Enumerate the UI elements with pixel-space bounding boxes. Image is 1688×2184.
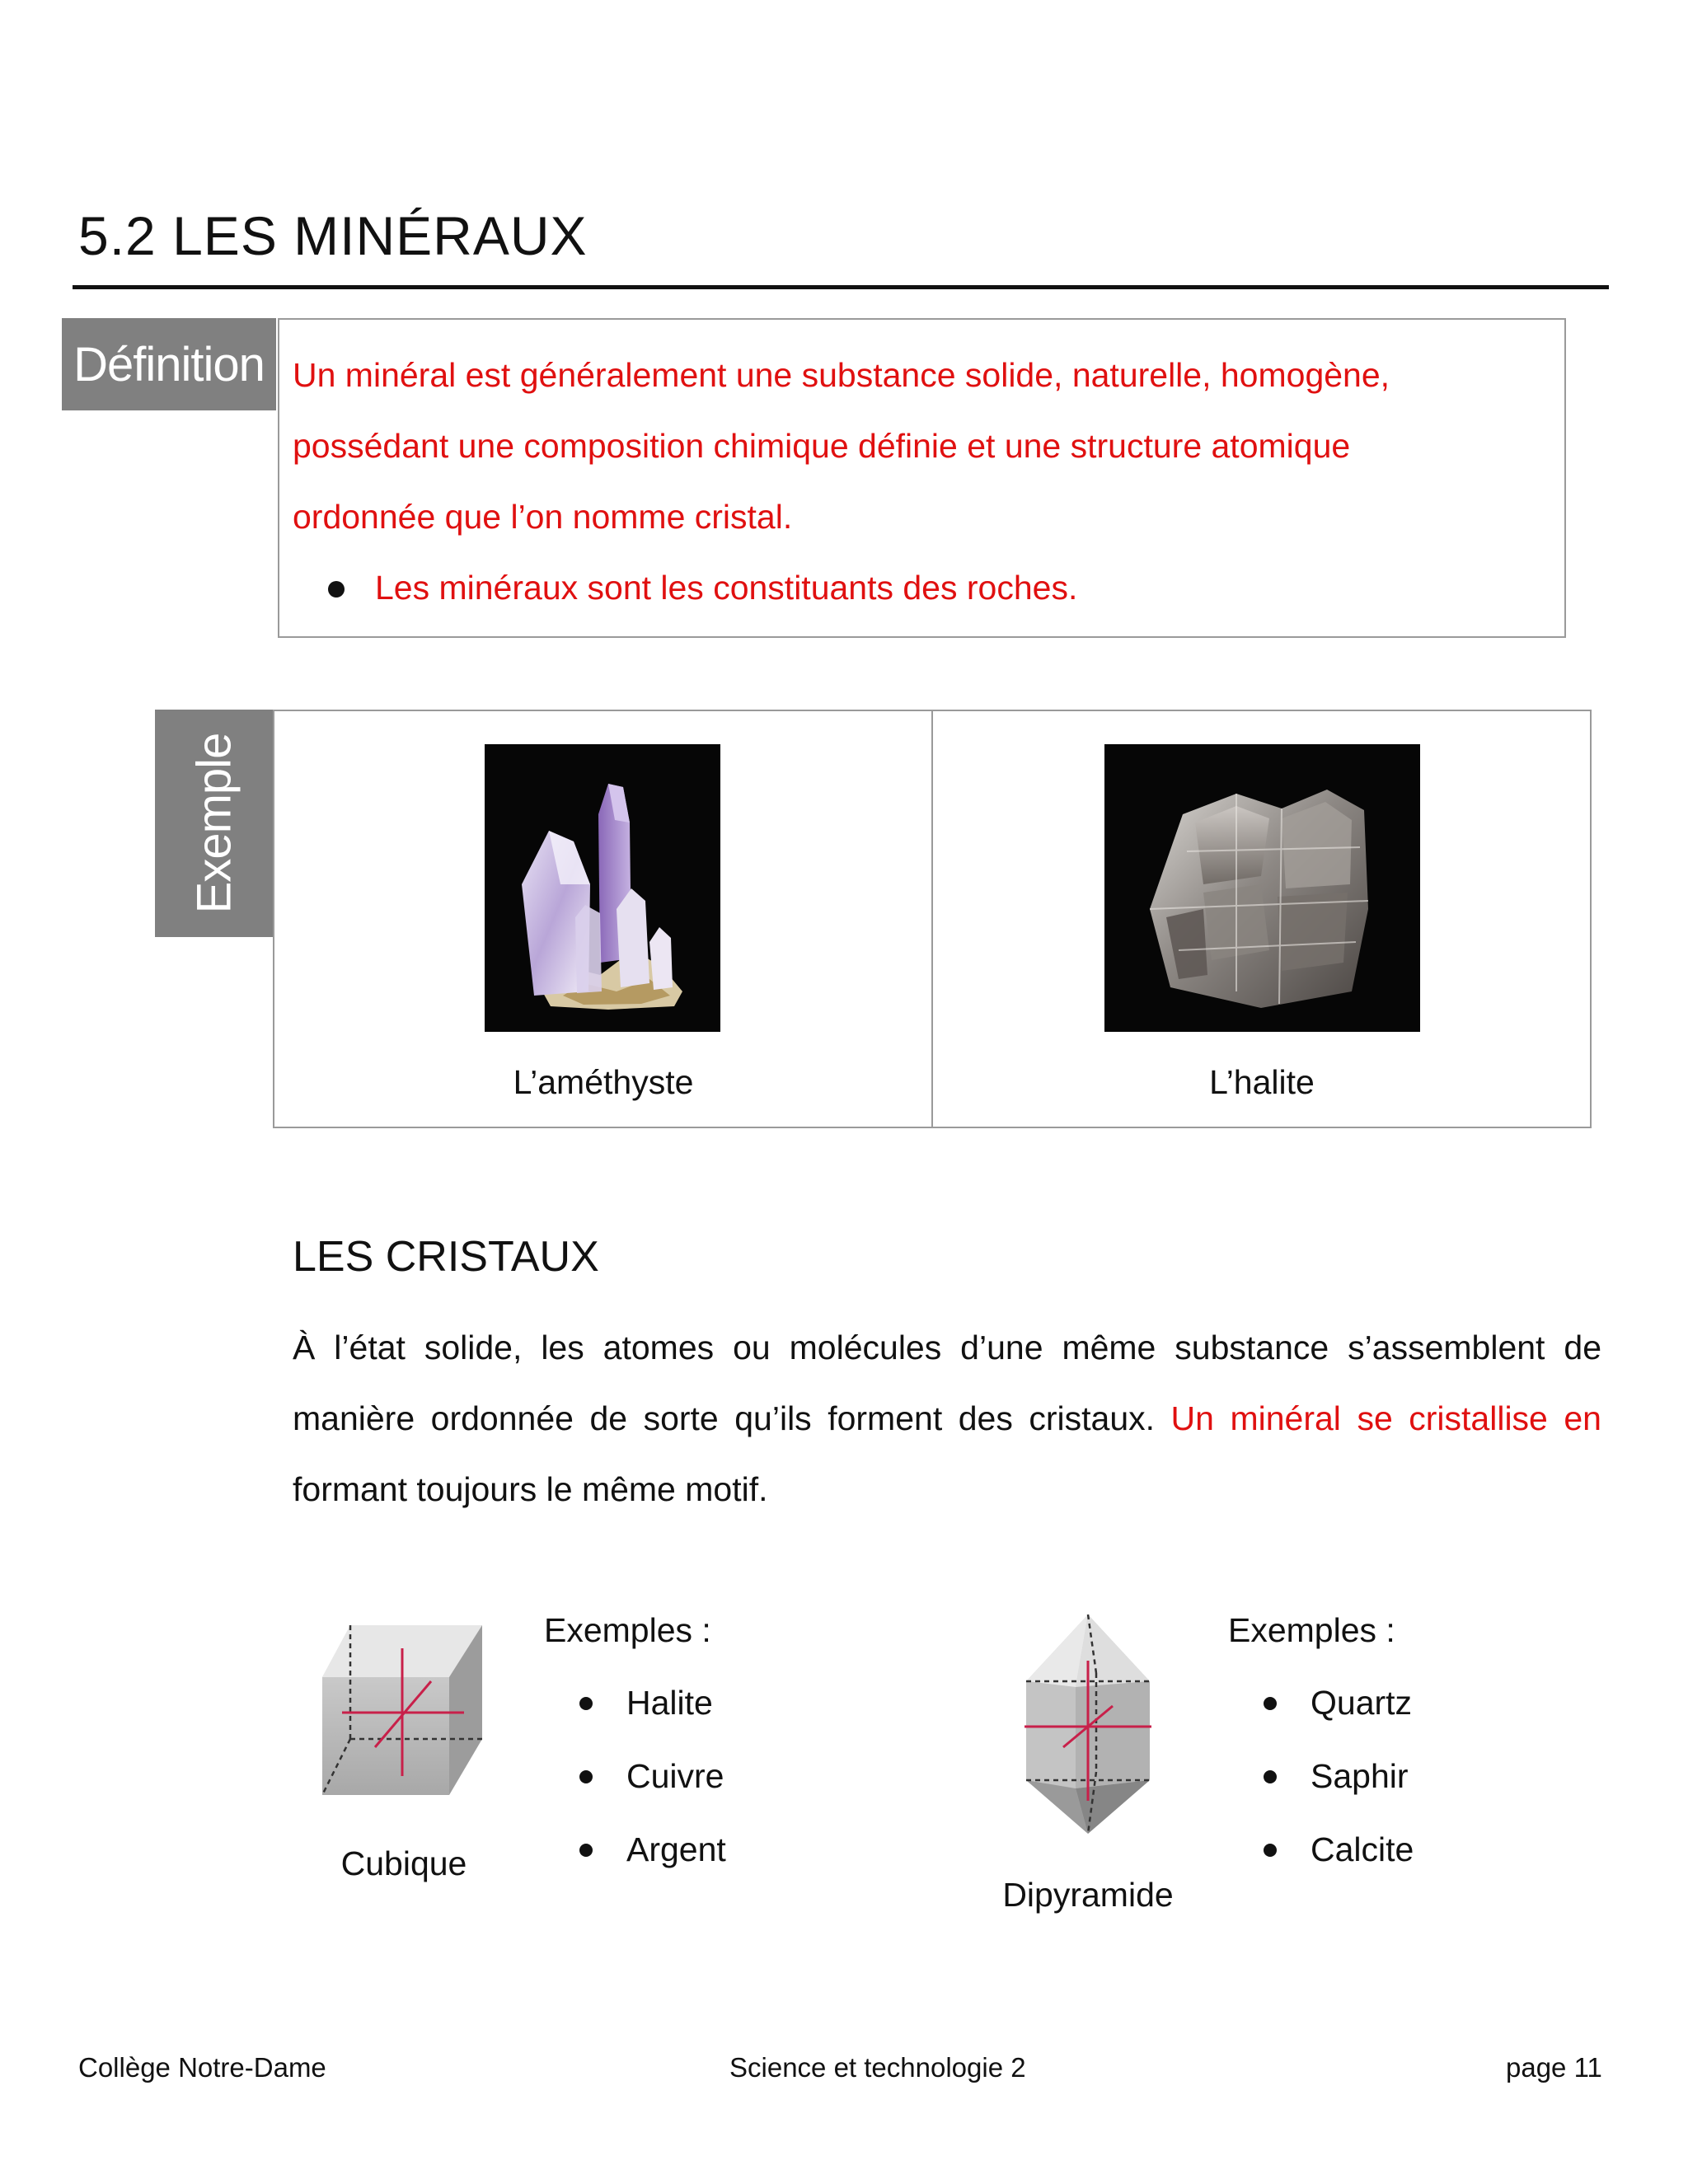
cubic-example-3: Argent <box>626 1830 726 1868</box>
amethyst-caption: L’améthyste <box>513 1063 694 1101</box>
dipyramid-example-3: Calcite <box>1311 1830 1414 1868</box>
footer-page-number: page 11 <box>1506 2052 1602 2083</box>
exemple-tab <box>155 710 273 937</box>
bullet-icon <box>579 1844 593 1857</box>
dipyramid-example-2: Saphir <box>1311 1757 1409 1795</box>
definition-bullet-text: Les minéraux sont les constituants des roches. <box>375 569 1078 607</box>
dipyramid-caption: Dipyramide <box>1002 1876 1174 1914</box>
cristaux-text-red: Un minéral se cristallise en <box>1170 1399 1601 1437</box>
bullet-icon <box>1264 1770 1277 1783</box>
cristaux-paragraph-line-1: À l’état solide, les atomes ou molécules d’une même substance s’assemblent de <box>293 1329 1601 1366</box>
cubic-example-1: Halite <box>626 1684 713 1722</box>
bullet-icon <box>328 581 345 598</box>
section-title: LES CRISTAUX <box>293 1233 599 1281</box>
cube-crystal-icon <box>317 1615 490 1805</box>
dipyramid-examples-label: Exemples : <box>1228 1611 1395 1649</box>
definition-line-1: Un minéral est généralement une substance solide, naturelle, homogène, <box>293 356 1390 394</box>
amethyst-crystal-photo <box>485 744 720 1032</box>
exemple-tab-label: Exemple <box>187 733 241 914</box>
halite-crystal-photo <box>1104 744 1420 1032</box>
cristaux-text-black: manière ordonnée de sorte qu’ils forment des cristaux. <box>293 1399 1171 1437</box>
cubic-caption: Cubique <box>340 1844 467 1882</box>
footer-school: Collège Notre-Dame <box>78 2052 326 2083</box>
title-rule <box>73 285 1609 289</box>
definition-line-3: ordonnée que l’on nomme cristal. <box>293 498 793 536</box>
bullet-icon <box>1264 1844 1277 1857</box>
bullet-icon <box>1264 1697 1277 1710</box>
page-title: 5.2 LES MINÉRAUX <box>78 205 588 266</box>
cristaux-paragraph-line-3: formant toujours le même motif. <box>293 1470 768 1508</box>
dipyramid-example-1: Quartz <box>1311 1684 1413 1722</box>
bullet-icon <box>579 1770 593 1783</box>
cristaux-paragraph-line-2 <box>293 1399 1601 1438</box>
definition-line-2: possédant une composition chimique définie et une structure atomique <box>293 427 1351 465</box>
footer-course: Science et technologie 2 <box>729 2052 1026 2083</box>
definition-tab <box>62 318 276 410</box>
cubic-examples-label: Exemples : <box>544 1611 711 1649</box>
halite-caption: L’halite <box>1209 1063 1315 1101</box>
cubic-example-2: Cuivre <box>626 1757 724 1795</box>
dipyramid-crystal-icon <box>1018 1611 1158 1838</box>
bullet-icon <box>579 1697 593 1710</box>
definition-tab-label: Définition <box>73 337 265 391</box>
